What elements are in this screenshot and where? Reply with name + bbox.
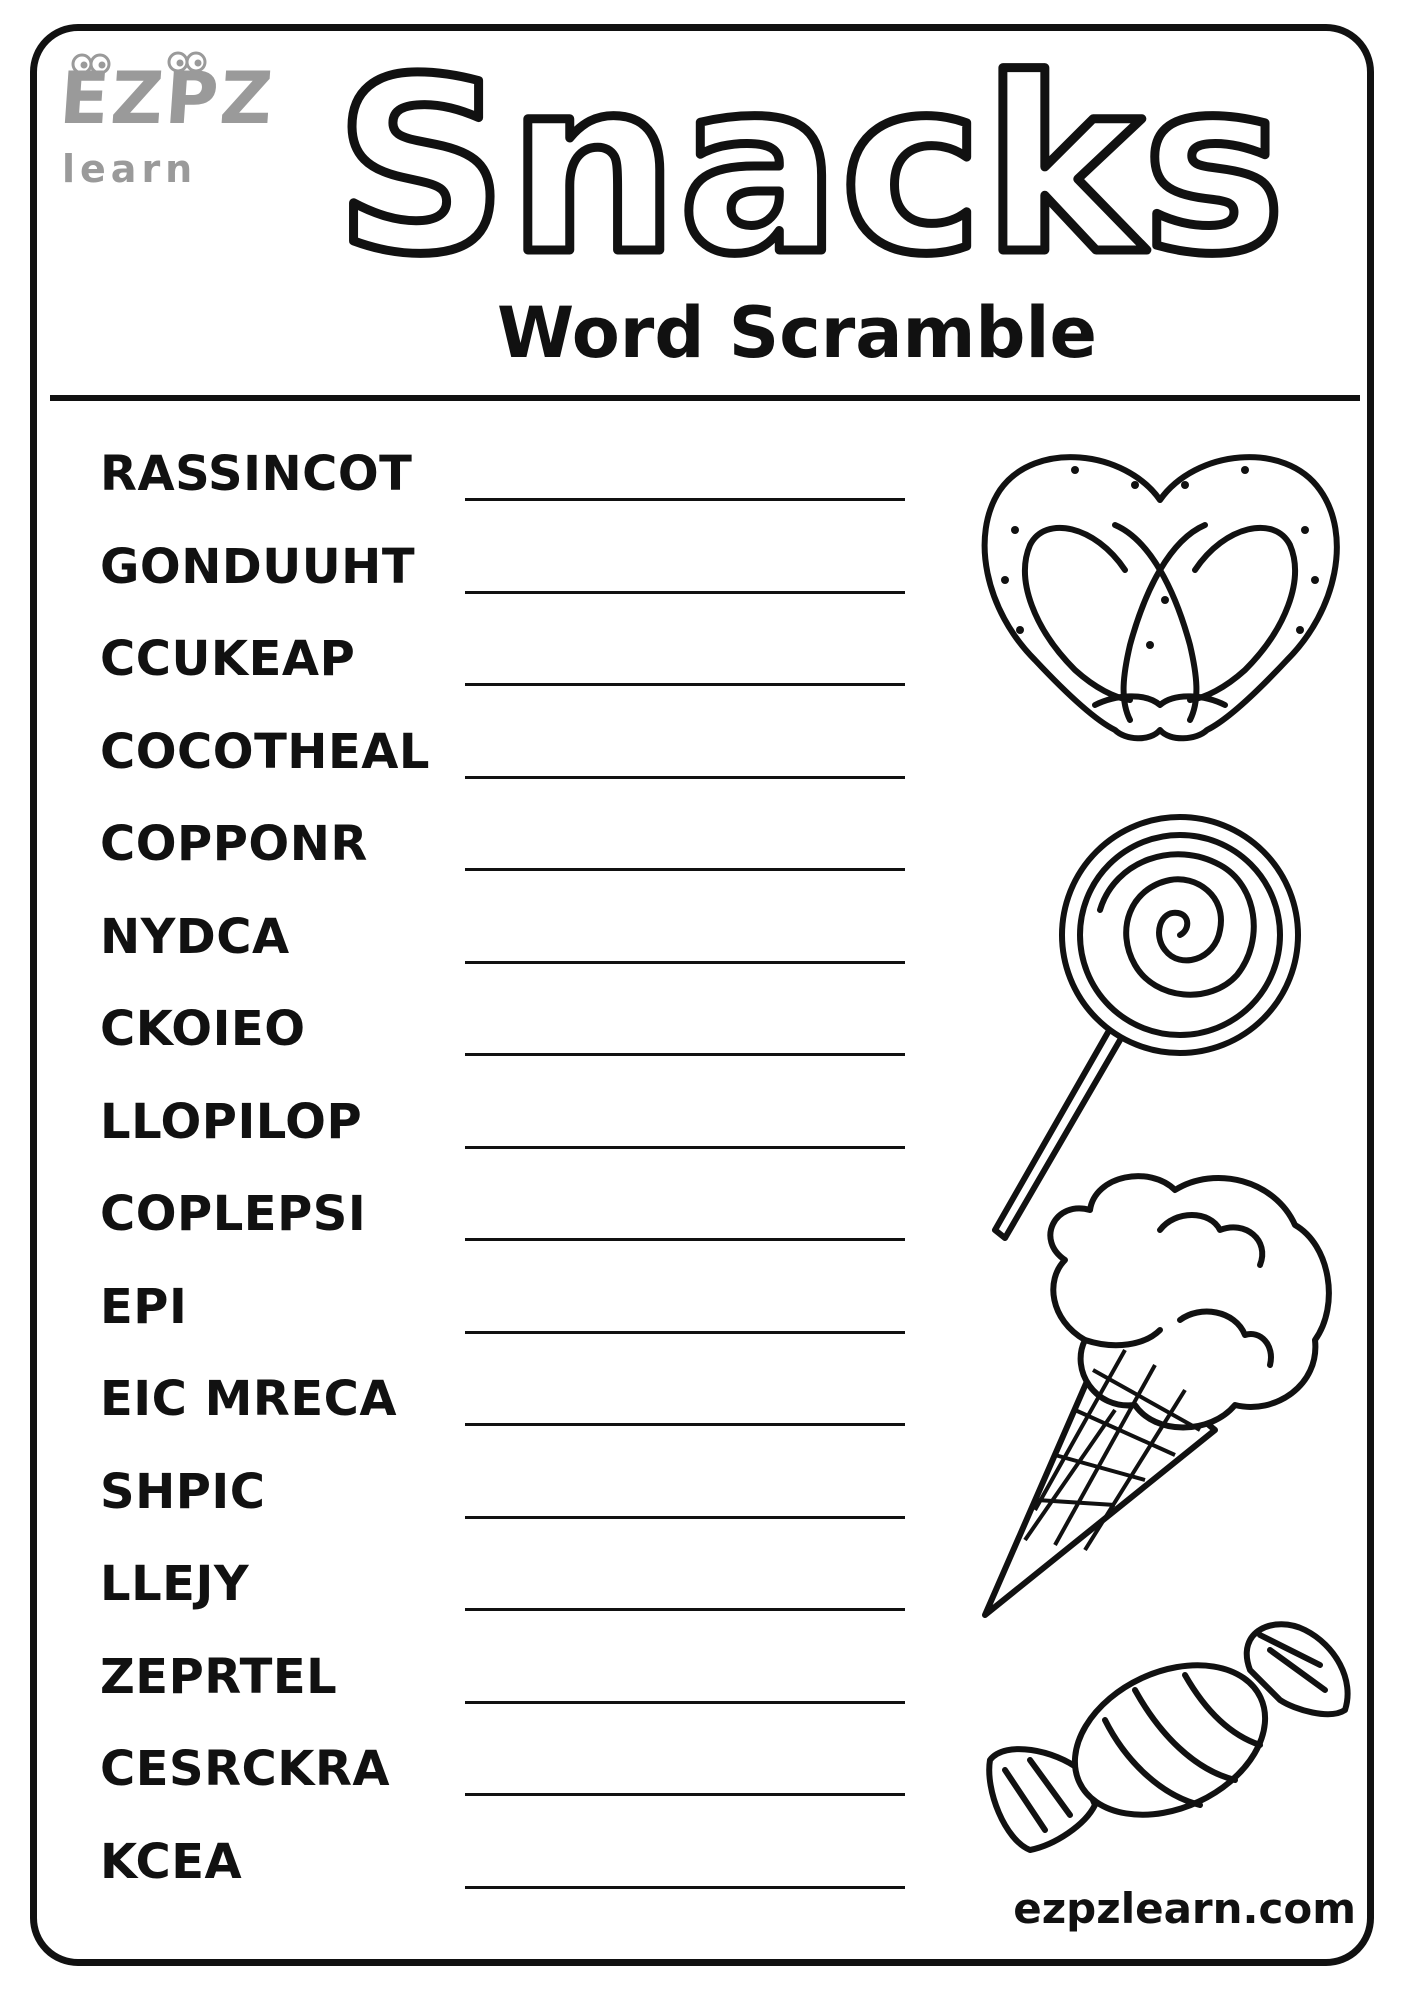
logo-wordmark: EZPZ — [57, 56, 278, 140]
wrapped-candy-icon — [985, 1610, 1355, 1860]
ice-cream-cone-icon — [975, 1170, 1355, 1630]
word-row — [100, 718, 920, 811]
scrambled-word: COCOTHEAL — [100, 723, 430, 780]
answer-line[interactable] — [465, 591, 905, 594]
answer-line[interactable] — [465, 1886, 905, 1889]
scramble-list — [100, 440, 920, 1920]
scrambled-word: LLEJY — [100, 1556, 250, 1612]
scrambled-word: EPI — [100, 1278, 188, 1335]
word-row — [100, 1458, 920, 1551]
answer-line[interactable] — [465, 1701, 905, 1704]
answer-line[interactable] — [465, 1793, 905, 1796]
scrambled-word: CESRCKRA — [100, 1741, 391, 1797]
word-row — [100, 995, 920, 1088]
pretzel-icon — [975, 430, 1345, 760]
scrambled-word: COPLEPSI — [100, 1186, 367, 1242]
word-row — [100, 1643, 920, 1736]
word-row — [100, 810, 920, 903]
scrambled-word: NYDCA — [100, 908, 290, 965]
logo-subtext: learn — [62, 147, 198, 191]
answer-line[interactable] — [465, 1608, 905, 1611]
word-row — [100, 1273, 920, 1366]
scrambled-word: CKOIEO — [100, 1001, 306, 1057]
page-subtitle: Word Scramble — [497, 292, 1097, 374]
word-row — [100, 1180, 920, 1273]
word-row — [100, 440, 920, 533]
word-row — [100, 1735, 920, 1828]
title-text: Snacks — [334, 38, 1286, 298]
answer-line[interactable] — [465, 683, 905, 686]
page-title — [290, 38, 1330, 298]
answer-line[interactable] — [465, 498, 905, 501]
scrambled-word: ZEPRTEL — [100, 1648, 338, 1705]
header-divider — [50, 395, 1360, 401]
answer-line[interactable] — [465, 868, 905, 871]
word-row — [100, 1365, 920, 1458]
word-row — [100, 533, 920, 626]
scrambled-word: COPPONR — [100, 816, 368, 872]
website-url: ezpzlearn.com — [1013, 1884, 1356, 1933]
scrambled-word: SHPIC — [100, 1463, 266, 1520]
word-row — [100, 1550, 920, 1643]
scrambled-word: KCEA — [100, 1833, 243, 1890]
answer-line[interactable] — [465, 776, 905, 779]
scrambled-word: EIC MRECA — [100, 1371, 397, 1427]
answer-line[interactable] — [465, 961, 905, 964]
word-row — [100, 1828, 920, 1921]
answer-line[interactable] — [465, 1516, 905, 1519]
answer-line[interactable] — [465, 1423, 905, 1426]
scrambled-word: CCUKEAP — [100, 631, 356, 687]
scrambled-word: RASSINCOT — [100, 446, 413, 502]
answer-line[interactable] — [465, 1238, 905, 1241]
answer-line[interactable] — [465, 1146, 905, 1149]
word-row — [100, 903, 920, 996]
ezpz-logo — [57, 42, 278, 192]
word-row — [100, 1088, 920, 1181]
scrambled-word: LLOPILOP — [100, 1093, 363, 1150]
answer-line[interactable] — [465, 1053, 905, 1056]
answer-line[interactable] — [465, 1331, 905, 1334]
word-row — [100, 625, 920, 718]
scrambled-word: GONDUUHT — [100, 538, 416, 595]
